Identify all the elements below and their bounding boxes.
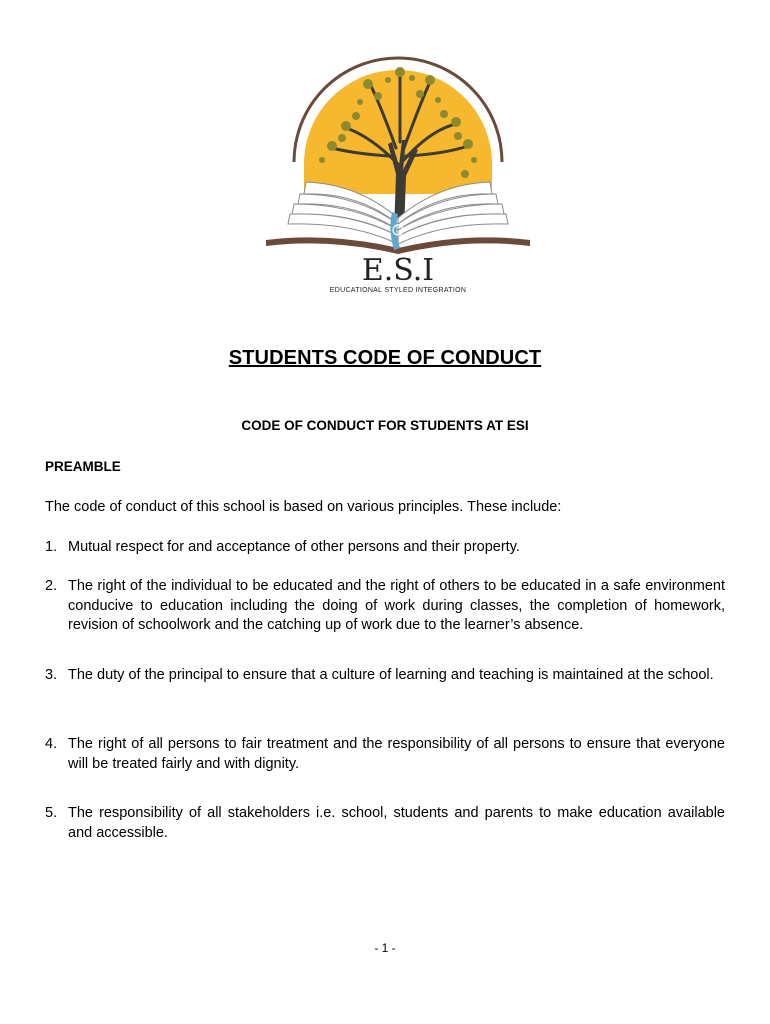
list-item-number: 3. xyxy=(45,667,58,683)
list-item xyxy=(45,804,725,843)
list-item-number: 2. xyxy=(45,578,58,594)
esi-logo-graphic xyxy=(260,44,536,296)
list-item-number: 5. xyxy=(45,805,58,821)
list-item xyxy=(45,735,725,774)
section-heading: PREAMBLE xyxy=(45,459,121,474)
page-title: STUDENTS CODE OF CONDUCT xyxy=(228,347,542,369)
esi-logo xyxy=(260,44,536,296)
intro-paragraph: The code of conduct of this school is based on various principles. These include: xyxy=(45,499,562,515)
list-item-text: The duty of the principal to ensure that a culture of learning and teaching is maintained at the school. xyxy=(68,667,714,683)
list-item xyxy=(45,538,725,558)
page-number: - 1 - xyxy=(374,941,396,955)
list-item xyxy=(45,666,725,686)
list-item xyxy=(45,577,725,636)
page-subtitle: CODE OF CONDUCT FOR STUDENTS AT ESI xyxy=(241,418,529,433)
list-item-text: The right of the individual to be educated and the right of others to be educated in a safe environment conducive to education including the doing of work during classes, the completion of homework, revision of schoolwork and the catching up of work due to the learner’s absence. xyxy=(68,578,725,633)
list-item-text: The right of all persons to fair treatment and the responsibility of all persons to ensure that everyone will be treated fairly and with dignity. xyxy=(68,736,725,772)
list-item-text: Mutual respect for and acceptance of other persons and their property. xyxy=(68,539,520,555)
logo-name: E.S.I xyxy=(361,253,435,288)
list-item-text: The responsibility of all stakeholders i.e. school, students and parents to make education available and accessible. xyxy=(68,805,725,841)
logo-tagline: EDUCATIONAL STYLED INTEGRATION xyxy=(329,287,467,294)
list-item-number: 1. xyxy=(45,539,58,555)
list-item-number: 4. xyxy=(45,736,58,752)
